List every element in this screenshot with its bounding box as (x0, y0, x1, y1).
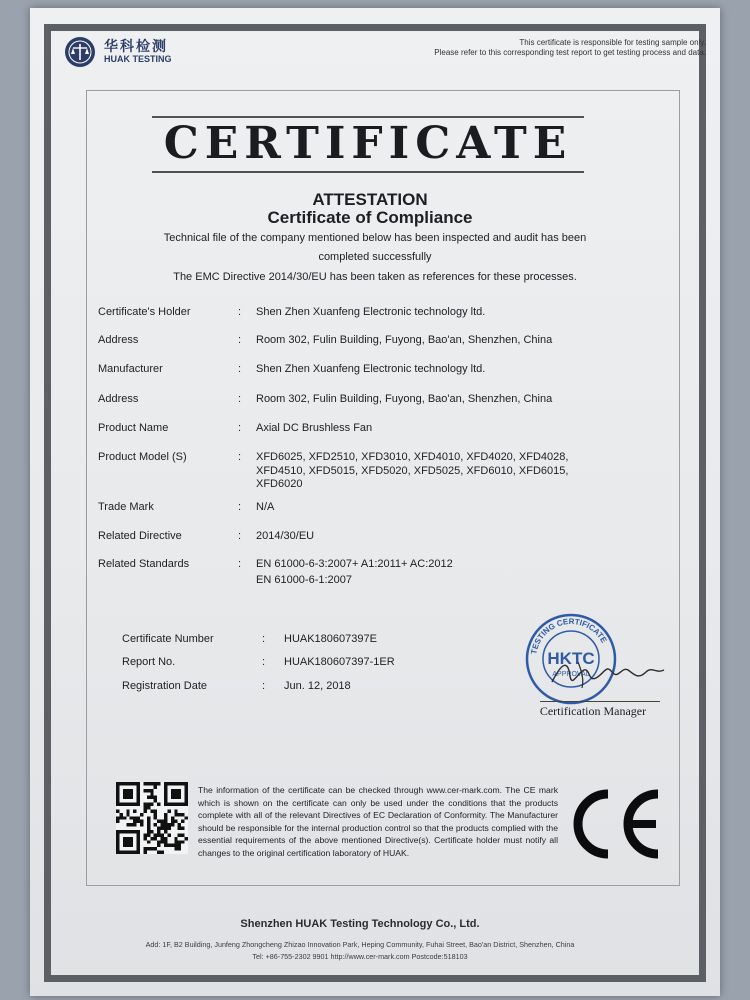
field-label: Address (98, 334, 139, 346)
field-colon: : (238, 530, 242, 542)
signature-line (540, 701, 660, 702)
field-colon: : (238, 422, 242, 434)
field-value-line-3: XFD6020 (256, 478, 303, 490)
compliance-heading: Certificate of Compliance (267, 208, 473, 227)
field-label: Registration Date (122, 680, 207, 692)
field-label: Certificate Number (122, 633, 214, 645)
logo-english-name: HUAK TESTING (104, 54, 172, 64)
certificate-title: CERTIFICATE (163, 118, 573, 169)
field-colon: : (262, 656, 266, 668)
responsibility-note (346, 38, 706, 58)
note-line-2: Please refer to this corresponding test report to get testing process and data. (434, 48, 706, 57)
field-colon: : (238, 558, 242, 570)
field-colon: : (262, 633, 266, 645)
field-value: Room 302, Fulin Building, Fuyong, Bao'an, Shenzhen, China (256, 393, 553, 405)
certificate-information-text: The information of the certificate can be checked through www.cer-mark.com. The CE mark which is shown on the certificate can only be used under the conditions that the products complete with all of the relevant Directives of EC Declaration of Conformity. The Manufacturer should be responsible for the internal production control so that the products complied with the essential requirements of the above mentioned Directive(s). Certificate holder must notify all changes to the original certification laboratory of HUAK. (198, 785, 558, 858)
field-value: N/A (256, 501, 275, 513)
field-colon: : (262, 680, 266, 692)
qr-code (116, 782, 188, 854)
stamp-arc-text: TESTING CERTIFICATE (529, 616, 609, 655)
field-value: Shen Zhen Xuanfeng Electronic technology ltd. (256, 306, 486, 318)
field-value: HUAK180607397-1ER (284, 656, 395, 668)
field-label: Related Directive (98, 530, 182, 542)
intro-line-2: completed successfully (318, 251, 432, 263)
field-value: Room 302, Fulin Building, Fuyong, Bao'an, Shenzhen, China (256, 334, 553, 346)
field-value: Shen Zhen Xuanfeng Electronic technology ltd. (256, 363, 486, 375)
field-label: Product Name (98, 422, 169, 434)
field-value: 2014/30/EU (256, 530, 315, 542)
field-label: Trade Mark (98, 501, 154, 513)
footer-contact: Tel: +86-755-2302 9901 http://www.cer-mark.com Postcode:518103 (252, 952, 468, 961)
field-colon: : (238, 393, 242, 405)
logo-chinese-name: 华科检测 (104, 38, 168, 54)
field-value: EN 61000-6-3:2007+ A1:2011+ AC:2012 (256, 558, 453, 570)
footer-company: Shenzhen HUAK Testing Technology Co., Ltd. (240, 918, 480, 930)
manager-signature (548, 652, 668, 692)
field-colon: : (238, 451, 242, 463)
stamp-center-text: HKTC (547, 649, 595, 668)
field-value-line-2: XFD4510, XFD5015, XFD5020, XFD5025, XFD6010, XFD6015, (256, 465, 569, 477)
footer-address: Add: 1F, B2 Building, Junfeng Zhongcheng Zhizao Innovation Park, Heping Community, Fuhai Street, Bao'an District, Shenzhen, China (145, 940, 575, 949)
field-colon: : (238, 306, 242, 318)
field-value: HUAK180607397E (284, 633, 377, 645)
field-value: XFD6025, XFD2510, XFD3010, XFD4010, XFD4020, XFD4028, (256, 451, 569, 463)
intro-line-1: Technical file of the company mentioned below has been inspected and audit has been (163, 232, 587, 244)
field-label: Product Model (S) (98, 451, 187, 463)
certification-manager-label: Certification Manager (539, 704, 647, 718)
field-label: Certificate's Holder (98, 306, 191, 318)
field-label: Report No. (122, 656, 176, 668)
field-label: Address (98, 393, 139, 405)
ce-mark-icon (568, 786, 664, 862)
attestation-heading: ATTESTATION (312, 190, 428, 209)
stamp-approval-text: APPROVAL (552, 671, 590, 678)
field-label: Related Standards (98, 558, 190, 570)
field-label: Manufacturer (98, 363, 163, 375)
huak-logo-icon (64, 36, 96, 68)
field-value: Jun. 12, 2018 (284, 680, 351, 692)
field-value-line-2: EN 61000-6-1:2007 (256, 574, 353, 586)
note-line-1: This certificate is responsible for testing sample only. (519, 38, 706, 47)
intro-line-3: The EMC Directive 2014/30/EU has been taken as references for these processes. (173, 271, 577, 283)
field-colon: : (238, 363, 242, 375)
field-colon: : (238, 501, 242, 513)
field-value: Axial DC Brushless Fan (256, 422, 373, 434)
field-colon: : (238, 334, 242, 346)
